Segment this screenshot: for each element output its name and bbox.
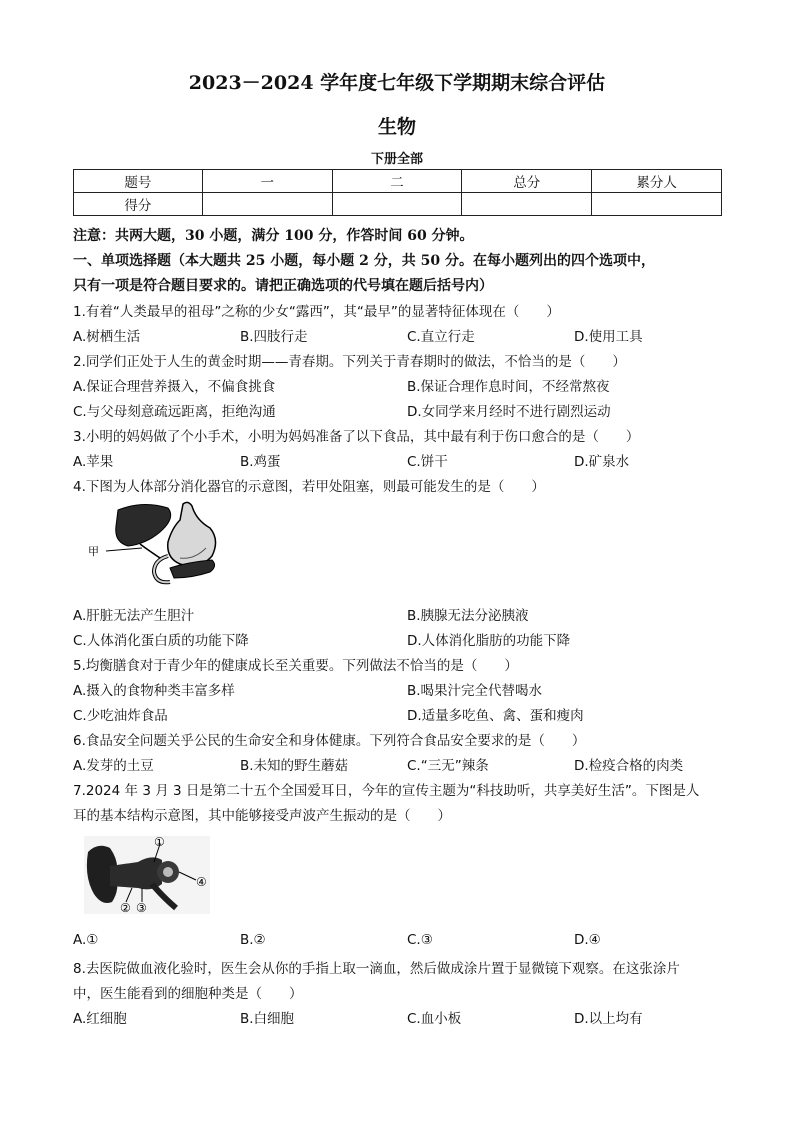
q7-option-c: C.③ [407, 932, 433, 948]
score-header-cell: 一 [202, 170, 332, 193]
score-cell[interactable] [592, 193, 722, 216]
q5-option-d: D.适量多吃鱼、禽、蛋和瘦肉 [407, 708, 584, 724]
figure-label-jia: 甲 [88, 545, 99, 558]
question-8-stem-line1: 8.去医院做血液化验时，医生会从你的手指上取一滴血，然后做成涂片置于显微镜下观察。在这张涂片 [73, 961, 680, 977]
question-3-stem: 3.小明的妈妈做了个小手术，小明为妈妈准备了以下食品，其中最有利于伤口愈合的是（ ） [73, 429, 640, 445]
ear-label-1: ① [154, 835, 165, 849]
score-header-cell: 总分 [462, 170, 592, 193]
q5-option-b: B.喝果汁完全代替喝水 [407, 683, 543, 699]
q6-option-c: C.“三无”辣条 [407, 758, 489, 774]
question-7-stem-line2: 耳的基本结构示意图，其中能够接受声波产生振动的是（ ） [73, 808, 451, 824]
q6-option-a: A.发芽的土豆 [73, 758, 154, 774]
question-4-stem: 4.下图为人体部分消化器官的示意图，若甲处阻塞，则最可能发生的是（ ） [73, 479, 545, 495]
q7-option-a: A.① [73, 932, 99, 948]
digestive-organs-figure [88, 498, 223, 593]
score-header-cell: 题号 [74, 170, 203, 193]
q1-option-a: A.树栖生活 [73, 329, 141, 345]
q8-option-d: D.以上均有 [574, 1011, 643, 1027]
ear-label-2: ② [120, 901, 131, 915]
q7-option-d: D.④ [574, 932, 601, 948]
question-5-stem: 5.均衡膳食对于青少年的健康成长至关重要。下列做法不恰当的是（ ） [73, 658, 518, 674]
q4-option-a: A.肝脏无法产生胆汁 [73, 608, 195, 624]
section1-heading-line2: 只有一项是符合题目要求的。请把正确选项的代号填在题后括号内） [73, 278, 493, 294]
notice: 注意：共两大题，30 小题，满分 100 分，作答时间 60 分钟。 [73, 228, 474, 244]
q2-option-d: D.女同学来月经时不进行剧烈运动 [407, 404, 611, 420]
ear-label-3: ③ [136, 901, 147, 915]
score-cell[interactable] [332, 193, 462, 216]
q2-option-c: C.与父母刻意疏远距离，拒绝沟通 [73, 404, 276, 420]
q2-option-a: A.保证合理营养摄入，不偏食挑食 [73, 379, 276, 395]
score-cell[interactable] [462, 193, 592, 216]
q8-option-c: C.血小板 [407, 1011, 462, 1027]
q6-option-d: D.检疫合格的肉类 [574, 758, 684, 774]
question-1-stem: 1.有着“人类最早的祖母”之称的少女“露西”，其“最早”的显著特征体现在（ ） [73, 304, 560, 320]
q8-option-b: B.白细胞 [240, 1011, 295, 1027]
score-header-cell: 二 [332, 170, 462, 193]
q1-option-d: D.使用工具 [574, 329, 643, 345]
question-8-stem-line2: 中，医生能看到的细胞种类是（ ） [73, 986, 303, 1002]
q3-option-b: B.鸡蛋 [240, 454, 281, 470]
score-header-cell: 累分人 [592, 170, 722, 193]
exam-scope: 下册全部 [370, 152, 423, 167]
q7-option-b: B.② [240, 932, 266, 948]
q4-option-d: D.人体消化脂肪的功能下降 [407, 633, 571, 649]
score-row-label: 得分 [74, 193, 203, 216]
score-cell[interactable] [202, 193, 332, 216]
q1-option-c: C.直立行走 [407, 329, 475, 345]
question-2-stem: 2.同学们正处于人生的黄金时期——青春期。下列关于青春期时的做法，不恰当的是（ ） [73, 354, 626, 370]
q3-option-a: A.苹果 [73, 454, 114, 470]
score-table [73, 169, 722, 216]
q8-option-a: A.红细胞 [73, 1011, 127, 1027]
ear-structure-figure [80, 832, 215, 917]
q3-option-d: D.矿泉水 [574, 454, 630, 470]
q3-option-c: C.饼干 [407, 454, 448, 470]
section1-heading-line1: 一、单项选择题（本大题共 25 小题，每小题 2 分，共 50 分。在每小题列出的四个选项中， [73, 253, 655, 269]
q5-option-c: C.少吃油炸食品 [73, 708, 168, 724]
q1-option-b: B.四肢行走 [240, 329, 308, 345]
q2-option-b: B.保证合理作息时间，不经常熬夜 [407, 379, 610, 395]
q5-option-a: A.摄入的食物种类丰富多样 [73, 683, 235, 699]
question-6-stem: 6.食品安全问题关乎公民的生命安全和身体健康。下列符合食品安全要求的是（ ） [73, 733, 586, 749]
score-table-header-row [74, 170, 722, 193]
score-table-score-row [74, 193, 722, 216]
q4-option-b: B.胰腺无法分泌胰液 [407, 608, 529, 624]
q4-option-c: C.人体消化蛋白质的功能下降 [73, 633, 249, 649]
exam-subject: 生物 [377, 116, 416, 138]
ear-label-4: ④ [196, 875, 207, 889]
q6-option-b: B.未知的野生蘑菇 [240, 758, 349, 774]
question-7-stem-line1: 7.2024 年 3 月 3 日是第二十五个全国爱耳日，今年的宣传主题为“科技助听，共享美好生活”。下图是人 [73, 783, 700, 799]
exam-title: 2023－2024 学年度七年级下学期期末综合评估 [188, 72, 606, 94]
